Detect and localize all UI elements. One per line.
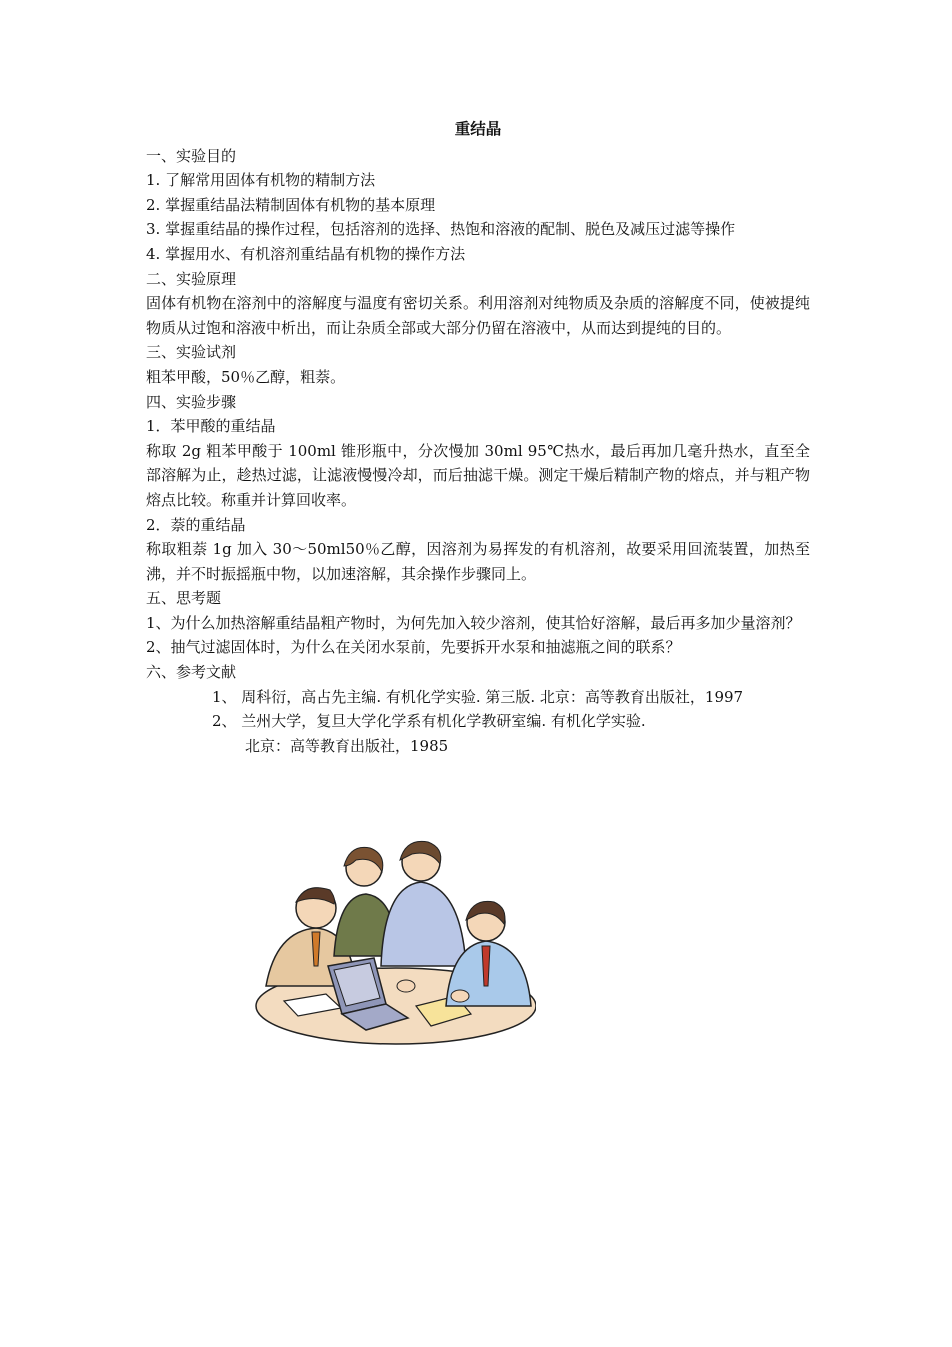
principle-text: 固体有机物在溶剂中的溶解度与温度有密切关系。利用溶剂对纯物质及杂质的溶解度不同，使被提纯物质从过饱和溶液中析出，而让杂质全部或大部分仍留在溶液中，从而达到提纯的目的。 — [146, 294, 810, 337]
procedure-text-benzoic: 称取 2g 粗苯甲酸于 100ml 锥形瓶中，分次慢加 30ml 95℃热水，最后再加几毫升热水，直至全部溶解为止，趁热过滤，让滤液慢慢冷却，而后抽滤干燥。测定干燥后精制产物的熔点，并与粗产物熔点比较。称重并计算回收率。 — [146, 441, 810, 509]
section-heading-reagents: 三、实验试剂 — [146, 343, 237, 362]
reference-item-continuation: 北京：高等教育出版社，1985 — [245, 736, 449, 755]
question-item: 1、为什么加热溶解重结晶粗产物时，为何先加入较少溶剂，使其恰好溶解，最后再多加少量溶剂？ — [146, 613, 801, 632]
procedure-subheading-naphthalene: 2．萘的重结晶 — [146, 515, 246, 534]
section-heading-questions: 五、思考题 — [146, 589, 222, 608]
purpose-item: 2. 掌握重结晶法精制固体有机物的基本原理 — [146, 195, 436, 214]
section-heading-references: 六、参考文献 — [146, 663, 237, 682]
purpose-item: 1. 了解常用固体有机物的精制方法 — [146, 171, 376, 190]
reagents-text: 粗苯甲酸，50％乙醇，粗萘。 — [146, 367, 346, 386]
document-title: 重结晶 — [454, 119, 502, 138]
reference-item: 2、 兰州大学，复旦大学化学系有机化学教研室编. 有机化学实验. — [212, 712, 646, 731]
section-heading-purpose: 一、实验目的 — [146, 146, 237, 165]
document-body — [146, 117, 810, 758]
section-heading-principle: 二、实验原理 — [146, 269, 237, 288]
people-at-laptop-clipart — [246, 836, 536, 1048]
purpose-item: 3. 掌握重结晶的操作过程，包括溶剂的选择、热饱和溶液的配制、脱色及减压过滤等操作 — [146, 220, 736, 239]
section-heading-procedure: 四、实验步骤 — [146, 392, 237, 411]
procedure-subheading-benzoic: 1．苯甲酸的重结晶 — [146, 417, 276, 436]
question-item: 2、抽气过滤固体时，为什么在关闭水泵前，先要拆开水泵和抽滤瓶之间的联系？ — [146, 638, 681, 657]
purpose-item: 4. 掌握用水、有机溶剂重结晶有机物的操作方法 — [146, 244, 466, 263]
procedure-text-naphthalene: 称取粗萘 1g 加入 30～50ml50％乙醇，因溶剂为易挥发的有机溶剂，故要采用回流装置，加热至沸，并不时振摇瓶中物，以加速溶解，其余操作步骤同上。 — [146, 540, 810, 583]
reference-item: 1、 周科衍，高占先主编. 有机化学实验. 第三版. 北京：高等教育出版社，1997 — [212, 687, 744, 706]
